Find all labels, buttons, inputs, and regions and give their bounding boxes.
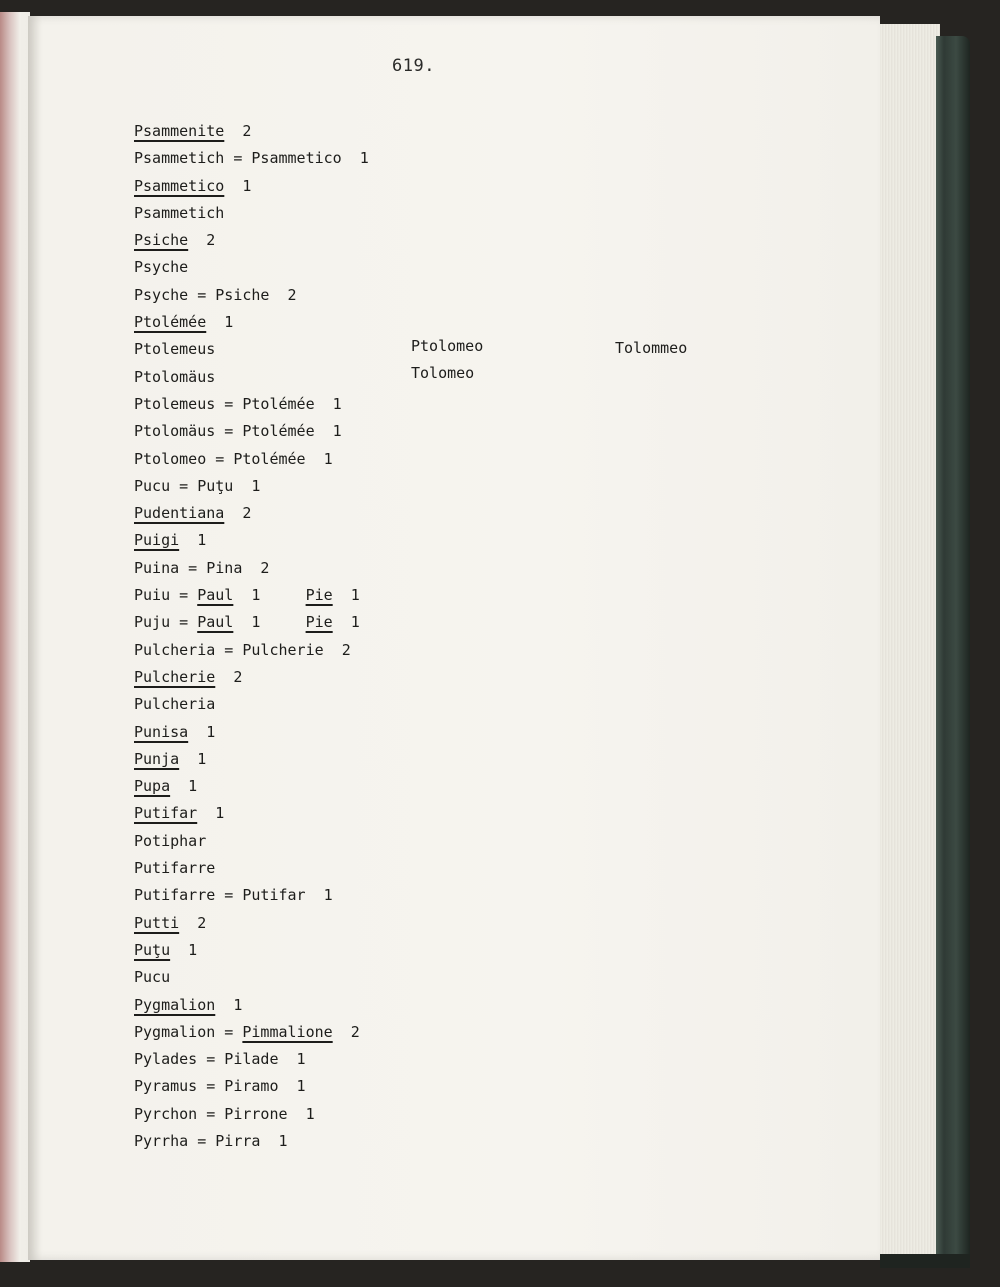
index-entry <box>134 173 369 200</box>
variant-ptolomeo: Ptolomeo <box>411 337 484 355</box>
underlined-term: Pudentiana <box>134 504 225 523</box>
entry-text: Puina = Pina 2 <box>134 558 270 577</box>
entry-text: Ptolomeo = Ptolémée 1 <box>134 449 333 468</box>
entry-text: 1 <box>332 586 360 605</box>
index-entry <box>134 336 369 363</box>
book-cover <box>936 36 970 1260</box>
index-entry <box>134 582 369 609</box>
index-entry <box>134 691 369 718</box>
index-entry <box>134 446 369 473</box>
underlined-term: Puţu <box>134 940 171 959</box>
index-entry <box>134 992 369 1019</box>
index-entry <box>134 254 369 281</box>
entry-text: 1 <box>233 613 306 632</box>
index-entry <box>134 746 369 773</box>
underlined-term: Pygmalion <box>134 995 216 1014</box>
entry-text: 2 <box>332 1022 360 1041</box>
variant-tolomeo: Tolomeo <box>411 364 475 382</box>
entry-text: 2 <box>224 504 252 523</box>
index-entry <box>134 364 369 391</box>
index-entry <box>134 282 369 309</box>
entry-text: 1 <box>170 777 198 796</box>
underlined-term: Pimmalione <box>242 1022 333 1041</box>
index-entry <box>134 773 369 800</box>
index-entry <box>134 118 369 145</box>
underlined-term: Punja <box>134 749 180 768</box>
index-entry <box>134 855 369 882</box>
index-entry <box>134 1128 369 1155</box>
index-entry <box>134 882 369 909</box>
entry-text: Pucu = Puţu 1 <box>134 476 261 495</box>
entry-text: Pulcheria = Pulcherie 2 <box>134 640 351 659</box>
index-entry <box>134 527 369 554</box>
index-entry <box>134 145 369 172</box>
index-entry <box>134 664 369 691</box>
entry-text: Pygmalion = <box>134 1022 243 1041</box>
entry-text: 1 <box>170 940 198 959</box>
entry-text: 1 <box>197 804 225 823</box>
underlined-term: Pulcherie <box>134 667 216 686</box>
entry-text: Ptolemeus = Ptolémée 1 <box>134 394 342 413</box>
entry-text: Psyche = Psiche 2 <box>134 285 297 304</box>
entry-text: Psammetich <box>134 203 225 222</box>
index-entry <box>134 391 369 418</box>
entry-text: Pulcheria <box>134 695 216 714</box>
index-entry <box>134 800 369 827</box>
index-entry <box>134 1019 369 1046</box>
underlined-term: Putifar <box>134 804 198 823</box>
entry-text: Puiu = <box>134 586 198 605</box>
underlined-term: Paul <box>197 586 234 605</box>
variant-tolommeo: Tolommeo <box>615 339 688 357</box>
index-entries <box>134 118 369 1155</box>
index-entry <box>134 200 369 227</box>
index-entry <box>134 418 369 445</box>
entry-text: 1 <box>179 749 207 768</box>
index-entry <box>134 1073 369 1100</box>
index-entry <box>134 609 369 636</box>
index-entry <box>134 500 369 527</box>
underlined-term: Ptolémée <box>134 313 207 332</box>
entry-text: Psammetich = Psammetico 1 <box>134 149 369 168</box>
index-entry <box>134 227 369 254</box>
index-entry <box>134 964 369 991</box>
entry-text: 1 <box>215 995 243 1014</box>
entry-text: 2 <box>215 667 243 686</box>
page-number: 619. <box>392 56 435 76</box>
index-entry <box>134 309 369 336</box>
entry-text: 1 <box>206 313 234 332</box>
index-entry <box>134 937 369 964</box>
index-entry <box>134 719 369 746</box>
underlined-term: Pupa <box>134 777 171 796</box>
entry-text: Puju = <box>134 613 198 632</box>
entry-text: 2 <box>179 913 207 932</box>
underlined-term: Putti <box>134 913 180 932</box>
entry-text: Pyramus = Piramo 1 <box>134 1077 306 1096</box>
entry-text: Pylades = Pilade 1 <box>134 1050 306 1069</box>
underlined-term: Puigi <box>134 531 180 550</box>
entry-text: Pucu <box>134 968 171 987</box>
underlined-term: Psammenite <box>134 122 225 140</box>
entry-text: Ptolomäus <box>134 367 216 386</box>
index-entry <box>134 910 369 937</box>
entry-text: Potiphar <box>134 831 207 850</box>
entry-text: Pyrchon = Pirrone 1 <box>134 1104 315 1123</box>
underlined-term: Psiche <box>134 231 189 250</box>
entry-text: Putifarre = Putifar 1 <box>134 886 333 905</box>
cover-bottom <box>880 1254 970 1268</box>
entry-text: 1 <box>179 531 207 550</box>
index-entry <box>134 1101 369 1128</box>
index-entry <box>134 828 369 855</box>
index-entry <box>134 555 369 582</box>
entry-text: Ptolemeus <box>134 340 216 359</box>
entry-text: Pyrrha = Pirra 1 <box>134 1131 288 1150</box>
index-entry <box>134 473 369 500</box>
page-stack-edges <box>876 24 940 1260</box>
index-entry <box>134 637 369 664</box>
underlined-term: Pie <box>305 613 333 632</box>
underlined-term: Paul <box>197 613 234 632</box>
index-entry <box>134 1046 369 1073</box>
entry-text: 2 <box>224 122 252 140</box>
underlined-term: Punisa <box>134 722 189 741</box>
entry-text: Psyche <box>134 258 189 277</box>
entry-text: Ptolomäus = Ptolémée 1 <box>134 422 342 441</box>
entry-text: 1 <box>233 586 306 605</box>
underlined-term: Pie <box>305 586 333 605</box>
entry-text: 2 <box>188 231 216 250</box>
entry-text: 1 <box>224 176 252 195</box>
entry-text: 1 <box>188 722 216 741</box>
underlined-term: Psammetico <box>134 176 225 195</box>
left-page-edge <box>0 12 30 1262</box>
entry-text: 1 <box>332 613 360 632</box>
entry-text: Putifarre <box>134 859 216 878</box>
